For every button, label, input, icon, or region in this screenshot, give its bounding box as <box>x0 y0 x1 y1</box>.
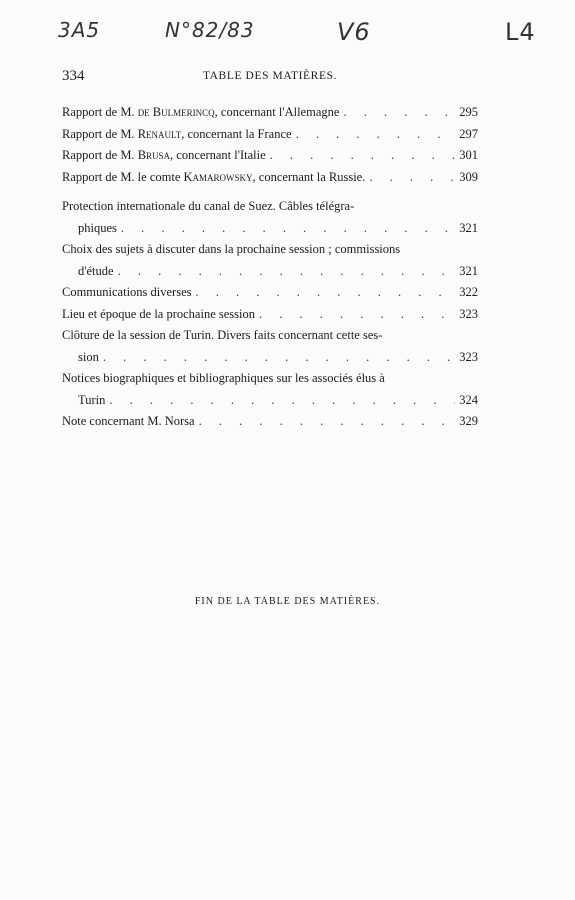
toc-entry: Rapport de M. Brusa, concernant l'Italie . . . 301 <box>62 145 478 167</box>
toc-entry: Rapport de M. Renault, concernant la France . . . 297 <box>62 124 478 146</box>
dot-leader <box>121 218 455 240</box>
dot-leader <box>118 261 456 283</box>
toc-page: 323 <box>459 306 478 321</box>
dot-leader <box>343 102 455 124</box>
toc-entry: Note concernant M. Norsa . . . 329 <box>62 411 478 433</box>
toc-entry: Notices biographiques et bibliographiques sur les associés élus à Turin . . . 324 <box>62 368 478 411</box>
page-number: 334 <box>62 68 85 84</box>
toc-page: 324 <box>459 392 478 407</box>
person-name: Kamarowsky <box>183 169 253 184</box>
toc-page: 297 <box>459 126 478 141</box>
dot-leader <box>369 167 455 189</box>
page-header <box>62 68 478 88</box>
running-title: TABLE DES MATIÈRES. <box>202 70 338 82</box>
dot-leader <box>196 282 456 304</box>
dot-leader <box>259 304 455 326</box>
toc-entry: Rapport de M. de Bulmerincq, concernant l'Allemagne . . . 295 <box>62 102 478 124</box>
toc-entry: Communications diverses . . . 322 <box>62 282 478 304</box>
table-of-contents <box>62 102 478 433</box>
toc-entry: Choix des sujets à discuter dans la prochaine session ; commissions d'étude . . . 321 <box>62 239 478 282</box>
dot-leader <box>296 124 456 146</box>
toc-page: 322 <box>459 285 478 299</box>
person-name: de Bulmerincq <box>137 105 215 119</box>
toc-entry: Protection internationale du canal de Suez. Câbles télégra- phiques . . . 321 <box>62 196 478 239</box>
toc-entry: Lieu et époque de la prochaine session . . . 323 <box>62 304 478 326</box>
handwritten-note-1: 3A5 <box>58 18 101 42</box>
toc-page: 329 <box>459 414 478 428</box>
toc-page: 321 <box>459 263 478 278</box>
dot-leader <box>109 390 455 412</box>
dot-leader <box>103 347 455 369</box>
person-name: Renault <box>137 126 182 141</box>
toc-page: 295 <box>459 105 478 119</box>
handwritten-note-2: N°82/83 <box>165 18 255 42</box>
handwritten-note-4: L4 <box>505 18 536 46</box>
toc-entry: Rapport de M. le comte Kamarowsky, concernant la Russie. . . . 309 <box>62 167 478 189</box>
dot-leader <box>270 145 456 167</box>
toc-page: 321 <box>459 220 478 235</box>
handwritten-note-3: V6 <box>337 18 371 46</box>
toc-entry: Clôture de la session de Turin. Divers faits concernant cette ses- sion . . . 323 <box>62 325 478 368</box>
toc-page: 323 <box>459 349 478 364</box>
toc-page: 309 <box>459 169 478 184</box>
toc-page: 301 <box>459 148 478 162</box>
end-of-contents: FIN DE LA TABLE DES MATIÈRES. <box>194 596 381 607</box>
person-name: Brusa <box>137 148 171 162</box>
dot-leader <box>199 411 456 433</box>
